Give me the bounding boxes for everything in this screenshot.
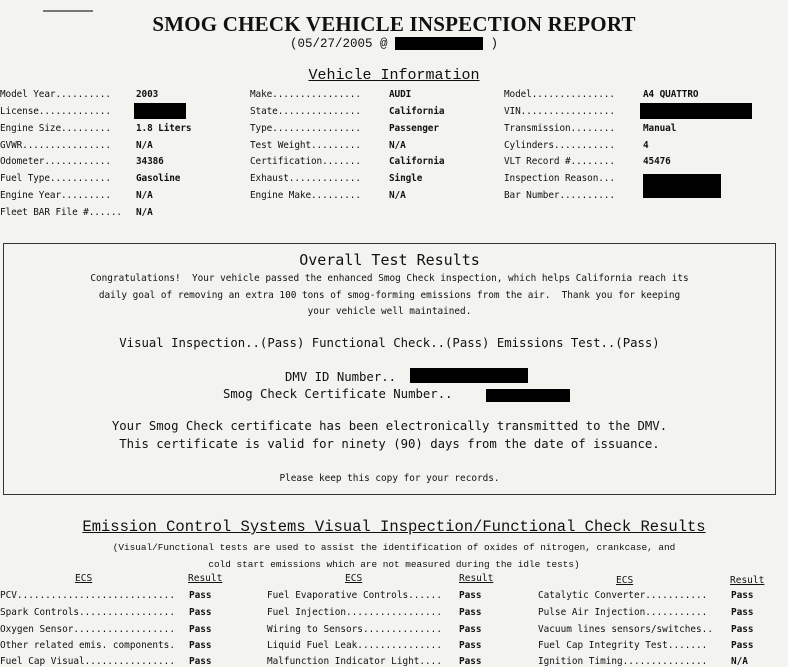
ecs-item-result: Pass (459, 640, 482, 651)
field-label: Engine Size......... (0, 123, 111, 134)
field-value: 45476 (643, 156, 671, 167)
field-label: Model............... (504, 89, 615, 100)
report-title: SMOG CHECK VEHICLE INSPECTION REPORT (152, 12, 636, 36)
ecs-item-label: Spark Controls................. (0, 607, 175, 618)
ecs-item-label: Pulse Air Injection........... (538, 607, 708, 618)
ecs-item-result: Pass (459, 590, 482, 601)
ecs-item-result: Pass (459, 624, 482, 635)
redacted-cert-number (486, 389, 570, 402)
overall-heading: Overall Test Results (299, 251, 480, 269)
field-label: Inspection Reason... (504, 173, 615, 184)
field-value: Single (389, 173, 423, 184)
field-label: VIN................. (504, 106, 615, 117)
field-value: AUDI (389, 89, 412, 100)
ecs-item-label: Oxygen Sensor.................. (0, 624, 175, 635)
field-value: N/A (389, 190, 406, 201)
redacted-license (134, 103, 186, 119)
cert-number-label: Smog Check Certificate Number.. (223, 387, 453, 401)
field-label: Engine Make......... (250, 190, 361, 201)
field-label: License............. (0, 106, 111, 117)
congrats-line-3: your vehicle well maintained. (307, 306, 472, 317)
ecs-item-label: Malfunction Indicator Light.... (267, 656, 442, 667)
ecs-item-result: Pass (459, 607, 482, 618)
field-label: Fuel Type........... (0, 173, 111, 184)
ecs-item-label: Liquid Fuel Leak............... (267, 640, 442, 651)
field-label: Certification....... (250, 156, 361, 167)
field-value: N/A (136, 140, 153, 151)
report-date (0, 37, 788, 51)
ecs-item-result: Pass (731, 607, 754, 618)
field-value: Gasoline (136, 173, 181, 184)
field-value: A4 QUATTRO (643, 89, 699, 100)
field-label: Transmission........ (504, 123, 615, 134)
field-label: Test Weight......... (250, 140, 361, 151)
redacted-time (395, 37, 483, 50)
overall-results-box (3, 243, 776, 495)
keep-copy-note: Please keep this copy for your records. (279, 473, 500, 484)
field-label: Odometer............ (0, 156, 111, 167)
ecs-heading: Emission Control Systems Visual Inspection/Functional Check Results (82, 518, 706, 536)
transmit-line-1: Your Smog Check certificate has been electronically transmitted to the DMV. (111, 419, 668, 433)
ecs-item-label: Fuel Cap Visual................ (0, 656, 175, 667)
ecs-item-result: Pass (731, 624, 754, 635)
ecs-item-label: Wiring to Sensors.............. (267, 624, 442, 635)
ecs-item-label: Catalytic Converter........... (538, 590, 708, 601)
field-label: GVWR................ (0, 140, 111, 151)
field-value: N/A (136, 207, 153, 218)
date-prefix: (05/27/2005 @ (289, 37, 388, 51)
result-col-header: Result (188, 573, 223, 584)
ecs-item-result: Pass (189, 607, 212, 618)
ecs-item-result: N/A (731, 656, 748, 667)
field-label: Make................ (250, 89, 361, 100)
field-value: California (389, 106, 445, 117)
ecs-item-label: Fuel Injection................. (267, 607, 442, 618)
redacted-inspection-bar (643, 174, 721, 198)
ecs-item-result: Pass (189, 656, 212, 667)
ecs-item-result: Pass (189, 624, 212, 635)
result-col-header: Result (730, 575, 765, 586)
ecs-item-label: Other related emis. components. (0, 640, 175, 651)
ecs-item-result: Pass (189, 590, 212, 601)
ecs-item-result: Pass (459, 656, 482, 667)
field-value: N/A (389, 140, 406, 151)
field-value: Passenger (389, 123, 439, 134)
redacted-vin (640, 103, 752, 119)
ecs-subtitle-2: cold start emissions which are not measured during the idle tests) (208, 559, 580, 570)
test-summary: Visual Inspection..(Pass) Functional Check..(Pass) Emissions Test..(Pass) (119, 336, 660, 350)
vehicle-info-heading: Vehicle Information (308, 67, 480, 84)
field-value: 1.8 Liters (136, 123, 192, 134)
redacted-dmv-id (410, 368, 528, 383)
ecs-item-result: Pass (189, 640, 212, 651)
ecs-col-header: ECS (75, 573, 93, 584)
dmv-id-label: DMV ID Number.. (285, 370, 397, 384)
field-value: California (389, 156, 445, 167)
field-label: Bar Number.......... (504, 190, 615, 201)
ecs-col-header: ECS (616, 575, 634, 586)
ecs-item-result: Pass (731, 640, 754, 651)
field-label: Type................ (250, 123, 361, 134)
field-label: Exhaust............. (250, 173, 361, 184)
congrats-line-2: daily goal of removing an extra 100 tons of smog-forming emissions from the air. Thank you for keeping (98, 290, 681, 301)
field-label: Fleet BAR File #...... (0, 207, 122, 218)
ecs-item-result: Pass (731, 590, 754, 601)
date-suffix: ) (490, 37, 499, 51)
field-label: VLT Record #........ (504, 156, 615, 167)
field-value: 2003 (136, 89, 159, 100)
result-col-header: Result (459, 573, 494, 584)
ecs-item-label: Fuel Evaporative Controls...... (267, 590, 442, 601)
field-value: N/A (136, 190, 153, 201)
field-label: State............... (250, 106, 361, 117)
field-value: 4 (643, 140, 649, 151)
ecs-item-label: Ignition Timing............... (538, 656, 708, 667)
transmit-line-2: This certificate is valid for ninety (90) days from the date of issuance. (119, 437, 660, 451)
ecs-subtitle-1: (Visual/Functional tests are used to assist the identification of oxides of nitrogen, crankcase, and (112, 542, 676, 553)
ecs-item-label: Vacuum lines sensors/switches.. (538, 624, 713, 635)
field-label: Engine Year......... (0, 190, 111, 201)
field-value: 34386 (136, 156, 164, 167)
ecs-col-header: ECS (345, 573, 363, 584)
ecs-item-label: Fuel Cap Integrity Test....... (538, 640, 708, 651)
congrats-line-1: Congratulations! Your vehicle passed the enhanced Smog Check inspection, which helps California reach its (90, 273, 689, 284)
field-value: Manual (643, 123, 677, 134)
field-label: Cylinders........... (504, 140, 615, 151)
field-label: Model Year.......... (0, 89, 111, 100)
ecs-item-label: PCV............................ (0, 590, 175, 601)
